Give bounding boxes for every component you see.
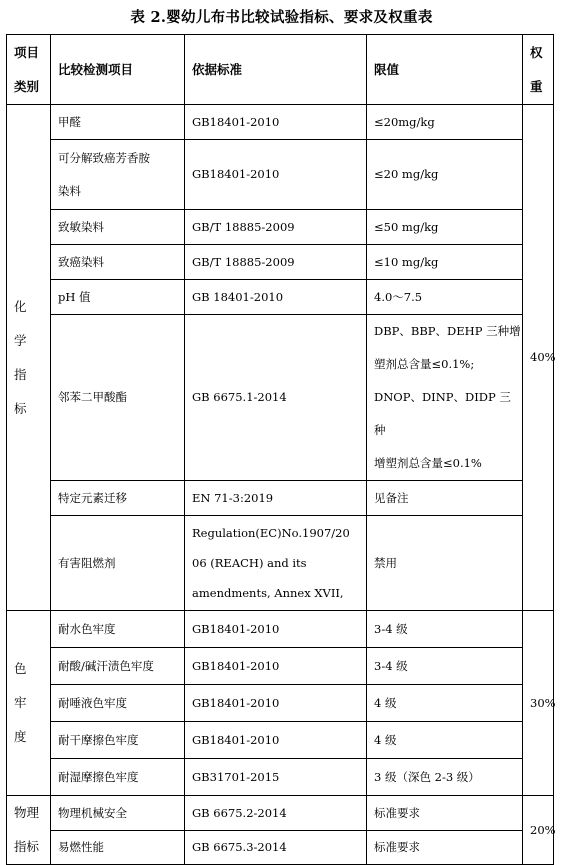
standard-cell-line: amendments, Annex XVII,: [192, 586, 344, 600]
item-cell-line: 致敏染料: [58, 219, 104, 234]
category-char: 化: [14, 298, 27, 314]
item-cell-line: 可分解致癌芳香胺: [58, 150, 150, 165]
limit-cell: [367, 210, 523, 245]
standard-cell: [185, 140, 367, 210]
item-cell: [51, 722, 185, 759]
item-cell: [51, 245, 185, 280]
category-char: 物理: [14, 805, 40, 820]
limit-cell-line: DNOP、DINP、DIDP 三种: [374, 390, 511, 437]
header-row: [7, 35, 554, 105]
limit-cell: [367, 315, 523, 481]
limit-cell-line: 4 级: [374, 695, 397, 710]
item-cell: [51, 210, 185, 245]
item-cell: [51, 796, 185, 831]
item-cell-line: 物理机械安全: [58, 805, 127, 820]
category-char: 标: [14, 400, 27, 416]
item-cell-line: 甲醛: [58, 114, 81, 129]
category-char: 色: [14, 661, 27, 676]
limit-cell: [367, 140, 523, 210]
header-limit: 限值: [367, 35, 523, 105]
limit-cell-line: 增塑剂总含量≤0.1%: [374, 456, 482, 470]
comparison-table: [6, 34, 554, 865]
limit-cell: [367, 722, 523, 759]
header-weight-line: 重: [530, 78, 543, 94]
limit-cell-line: 3-4 级: [374, 621, 408, 636]
standard-cell-line: 06 (REACH) and its: [192, 556, 307, 570]
standard-cell-line: GB31701-2015: [192, 769, 280, 784]
limit-cell: [367, 830, 523, 865]
item-cell-line: 耐湿摩擦色牢度: [58, 769, 139, 784]
limit-cell-line: ≤20mg/kg: [374, 114, 435, 129]
standard-cell: [185, 481, 367, 516]
table-row: [7, 648, 554, 685]
item-cell: [51, 759, 185, 796]
table-title: 表 2.婴幼儿布书比较试验指标、要求及权重表: [130, 9, 433, 26]
header-category-line: 类别: [14, 78, 40, 94]
standard-cell-line: GB 6675.2-2014: [192, 805, 287, 820]
limit-cell: [367, 245, 523, 280]
category-char: 指: [14, 366, 27, 382]
limit-cell: [367, 759, 523, 796]
item-cell: [51, 648, 185, 685]
limit-cell: [367, 611, 523, 648]
header-standard: 依据标准: [185, 35, 367, 105]
category-cell: [7, 796, 51, 865]
table-row: [7, 245, 554, 280]
limit-cell-line: ≤10 mg/kg: [374, 254, 439, 269]
limit-cell-line: 禁用: [374, 555, 397, 570]
limit-cell-line: 4 级: [374, 732, 397, 747]
table-row: [7, 210, 554, 245]
item-cell-line: 有害阻燃剂: [58, 555, 116, 570]
weight-cell: 40%: [523, 105, 554, 611]
table-row: [7, 140, 554, 210]
limit-cell: [367, 105, 523, 140]
category-char: 度: [14, 729, 27, 744]
standard-cell: [185, 685, 367, 722]
standard-cell-line: GB18401-2010: [192, 167, 280, 182]
standard-cell: [185, 280, 367, 315]
category-cell: [7, 611, 51, 796]
category-char: 指标: [14, 839, 40, 854]
standard-cell: [185, 759, 367, 796]
standard-cell: [185, 796, 367, 831]
standard-cell-line: EN 71-3:2019: [192, 490, 274, 505]
standard-cell: [185, 648, 367, 685]
limit-cell-line: 3-4 级: [374, 658, 408, 673]
weight-cell: 20%: [523, 796, 554, 865]
item-cell-line: 染料: [58, 183, 81, 198]
standard-cell: [185, 516, 367, 611]
item-cell-line: 邻苯二甲酸酯: [58, 390, 127, 405]
limit-cell: [367, 796, 523, 831]
item-cell: [51, 830, 185, 865]
limit-cell: [367, 481, 523, 516]
item-cell-line: 特定元素迁移: [58, 490, 127, 505]
standard-cell: [185, 830, 367, 865]
standard-cell: [185, 722, 367, 759]
standard-cell-line: GB 6675.3-2014: [192, 840, 287, 855]
category-cell: [7, 105, 51, 611]
limit-cell-line: 见备注: [374, 490, 409, 505]
standard-cell: [185, 611, 367, 648]
standard-cell-line: GB18401-2010: [192, 658, 280, 673]
item-cell-line: 致癌染料: [58, 254, 104, 269]
table-row: [7, 830, 554, 865]
limit-cell-line: 标准要求: [374, 805, 420, 820]
table-row: [7, 796, 554, 831]
standard-cell: [185, 105, 367, 140]
standard-cell: [185, 210, 367, 245]
header-category-line: 项目: [14, 44, 40, 60]
category-char: 学: [14, 332, 27, 348]
item-cell-line: 耐酸/碱汗渍色牢度: [58, 658, 154, 673]
table-row: [7, 516, 554, 611]
item-cell: [51, 280, 185, 315]
header-weight: [523, 35, 554, 105]
category-char: 牢: [14, 695, 27, 710]
item-cell-line: 耐唾液色牢度: [58, 695, 127, 710]
header-weight-line: 权: [530, 44, 543, 60]
limit-cell-line: ≤20 mg/kg: [374, 167, 439, 182]
table-row: [7, 105, 554, 140]
table-row: [7, 611, 554, 648]
item-cell-line: 易燃性能: [58, 840, 104, 855]
standard-cell-line: GB 18401-2010: [192, 289, 284, 304]
limit-cell-line: 4.0～7.5: [374, 289, 423, 304]
standard-cell-line: GB/T 18885-2009: [192, 219, 295, 234]
standard-cell-line: GB18401-2010: [192, 695, 280, 710]
weight-cell: 30%: [523, 611, 554, 796]
standard-cell-line: GB 6675.1-2014: [192, 390, 287, 405]
standard-cell: [185, 245, 367, 280]
item-cell-line: 耐干摩擦色牢度: [58, 732, 139, 747]
standard-cell-line: GB18401-2010: [192, 732, 280, 747]
standard-cell-line: Regulation(EC)No.1907/20: [192, 526, 350, 540]
table-row: [7, 280, 554, 315]
standard-cell: [185, 315, 367, 481]
limit-cell: [367, 685, 523, 722]
standard-cell-line: GB/T 18885-2009: [192, 254, 295, 269]
item-cell: [51, 105, 185, 140]
table-row: [7, 759, 554, 796]
limit-cell-line: DBP、BBP、DEHP 三种增: [374, 324, 521, 338]
item-cell: [51, 516, 185, 611]
standard-cell-line: GB18401-2010: [192, 114, 280, 129]
item-cell: [51, 140, 185, 210]
standard-cell-line: GB18401-2010: [192, 621, 280, 636]
limit-cell: [367, 280, 523, 315]
limit-cell-line: 塑剂总含量≤0.1%;: [374, 357, 475, 371]
item-cell-line: pH 值: [58, 289, 91, 304]
limit-cell-line: 3 级（深色 2-3 级）: [374, 769, 480, 784]
table-row: [7, 481, 554, 516]
limit-cell: [367, 516, 523, 611]
item-cell: [51, 611, 185, 648]
table-row: [7, 315, 554, 481]
limit-cell: [367, 648, 523, 685]
item-cell: [51, 481, 185, 516]
table-row: [7, 685, 554, 722]
item-cell-line: 耐水色牢度: [58, 621, 116, 636]
header-category: [7, 35, 51, 105]
limit-cell-line: ≤50 mg/kg: [374, 219, 439, 234]
header-item: 比较检测项目: [51, 35, 185, 105]
table-row: [7, 722, 554, 759]
item-cell: [51, 685, 185, 722]
limit-cell-line: 标准要求: [374, 840, 420, 855]
item-cell: [51, 315, 185, 481]
